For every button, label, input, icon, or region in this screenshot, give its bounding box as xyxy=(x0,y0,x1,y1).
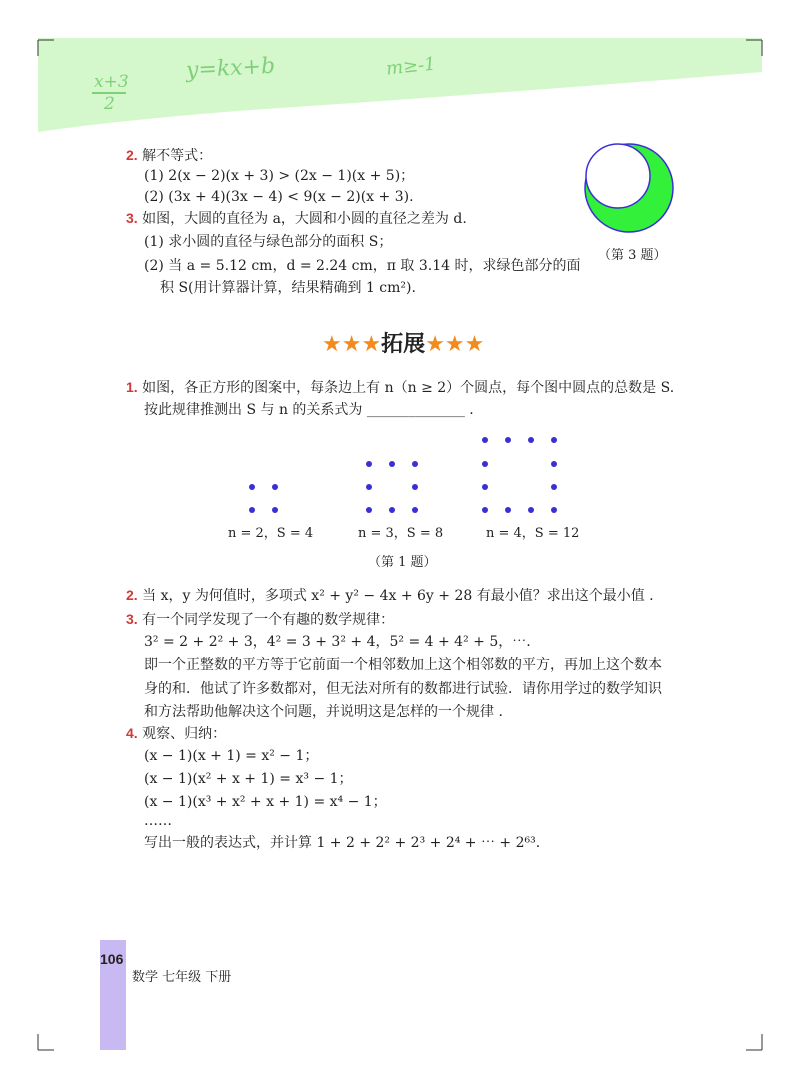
problem-3-part-2-cont: 积 S(用计算器计算，结果精确到 1 cm²). xyxy=(160,280,416,296)
header-linear-formula: y=kx+b xyxy=(185,53,276,84)
problem-2-part-2: (2) (3x + 4)(3x − 4) < 9(x − 2)(x + 3). xyxy=(144,189,414,205)
ext-3-line-1 xyxy=(126,610,394,629)
ext-4-line-2: (x − 1)(x + 1) = x² − 1； xyxy=(144,748,319,764)
ext-3-line-5: 和方法帮助他解决这个问题，并说明这是怎样的一个规律 . xyxy=(144,704,503,720)
dot xyxy=(551,507,557,513)
ext-4-line-5: …… xyxy=(144,813,172,829)
dot xyxy=(482,437,488,443)
ext-2 xyxy=(126,586,654,605)
crescent-figure xyxy=(580,140,680,240)
ext-3-line-4: 身的和．他试了许多数都对，但无法对所有的数都进行试验．请你用学过的数学知识 xyxy=(144,681,662,697)
dot xyxy=(366,507,372,513)
ext-4-line-6: 写出一般的表达式，并计算 1 + 2 + 2² + 2³ + 2⁴ + ⋯ + 2⁶³. xyxy=(144,835,541,851)
problem-2-part-1: (1) 2(x − 2)(x + 3) > (2x − 1)(x + 5)； xyxy=(144,168,415,184)
dot xyxy=(272,507,278,513)
dot xyxy=(482,484,488,490)
dot xyxy=(505,437,511,443)
page-number: 106 xyxy=(100,951,124,967)
dot xyxy=(505,507,511,513)
problem-text: 如图，大圆的直径为 a，大圆和小圆的直径之差为 d. xyxy=(142,211,467,227)
problem-3-part-2: (2) 当 a = 5.12 cm，d = 2.24 cm，π 取 3.14 时，求绿色部分的面 xyxy=(144,258,581,274)
stars-left-icon: ★★★ xyxy=(322,332,382,357)
dot-label-n3: n = 3，S = 8 xyxy=(358,526,444,541)
dot xyxy=(249,484,255,490)
problem-text: 解不等式： xyxy=(142,148,213,164)
section-heading xyxy=(322,332,484,358)
dot xyxy=(272,484,278,490)
stars-right-icon: ★★★ xyxy=(425,332,485,357)
dot xyxy=(412,484,418,490)
dot xyxy=(389,507,395,513)
ext-3-line-3: 即一个正整数的平方等于它前面一个相邻数加上这个相邻数的平方，再加上这个数本 xyxy=(144,657,662,673)
problem-text: 当 x，y 为何值时，多项式 x² + y² − 4x + 6y + 28 有最小值？求出这个最小值 . xyxy=(142,588,654,604)
figure-3-caption: （第 3 题） xyxy=(598,248,667,263)
problem-text: 观察、归纳： xyxy=(142,726,227,742)
ext-3-line-2: 3² = 2 + 2² + 3，4² = 3 + 3² + 4，5² = 4 + 4² + 5，⋯. xyxy=(144,634,531,650)
header-fraction-denominator: 2 xyxy=(104,94,115,114)
dot xyxy=(551,461,557,467)
dot xyxy=(528,437,534,443)
dot-label-n2: n = 2，S = 4 xyxy=(228,526,314,541)
dot xyxy=(482,461,488,467)
section-title: 拓展 xyxy=(381,332,426,357)
small-circle xyxy=(586,144,650,208)
problem-number: 2. xyxy=(126,147,138,163)
problem-text: 有一个同学发现了一个有趣的数学规律： xyxy=(142,612,395,628)
dot xyxy=(528,507,534,513)
dot xyxy=(389,461,395,467)
problem-3-heading xyxy=(126,209,467,228)
dot xyxy=(366,461,372,467)
problem-3-part-1: (1) 求小圆的直径与绿色部分的面积 S； xyxy=(144,234,393,250)
problem-number: 3. xyxy=(126,210,138,226)
dot xyxy=(366,484,372,490)
problem-number: 3. xyxy=(126,611,138,627)
dot-label-n4: n = 4，S = 12 xyxy=(486,526,580,541)
problem-number: 4. xyxy=(126,725,138,741)
ext-4-line-4: (x − 1)(x³ + x² + x + 1) = x⁴ − 1； xyxy=(144,794,387,810)
book-title: 数学 七年级 下册 xyxy=(132,970,232,985)
header-fraction-numerator: x+3 xyxy=(94,72,129,92)
dot xyxy=(551,437,557,443)
dot xyxy=(551,484,557,490)
problem-text: 如图，各正方形的图案中，每条边上有 n（n ≥ 2）个圆点，每个图中圆点的总数是 S. xyxy=(142,380,675,396)
dot xyxy=(412,461,418,467)
problem-number: 1. xyxy=(126,379,138,395)
ext-1-line-1 xyxy=(126,378,674,397)
ext-1-line-2: 按此规律推测出 S 与 n 的关系式为 ______________ . xyxy=(144,402,474,418)
header-inequality: m≥-1 xyxy=(385,53,437,80)
dot xyxy=(412,507,418,513)
dot xyxy=(482,507,488,513)
problem-number: 2. xyxy=(126,587,138,603)
ext-4-line-3: (x − 1)(x² + x + 1) = x³ − 1； xyxy=(144,771,353,787)
figure-1-caption: （第 1 题） xyxy=(368,555,437,570)
dot xyxy=(249,507,255,513)
problem-2-heading xyxy=(126,146,212,165)
ext-4-line-1 xyxy=(126,724,226,743)
